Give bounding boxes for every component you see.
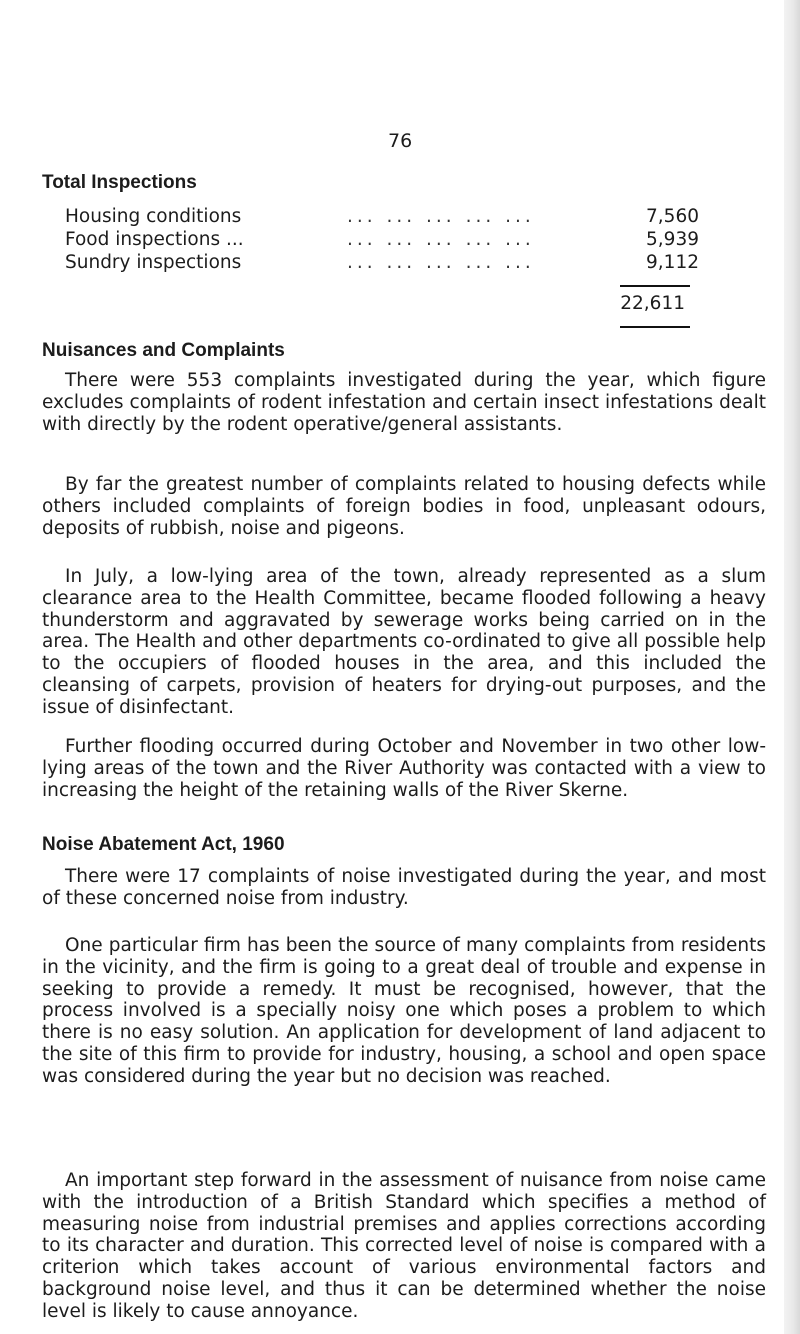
inspection-value: 9,112: [646, 252, 699, 273]
nuisances-paragraph-3: In July, a low-lying area of the town, already represented as a slum clearance area to the Health Committee, became flooded following a heavy thunderstorm and aggravated by sewerage works being carried on in the area. The Health and other departments co-ordinated to give all possible help to the occupiers of flooded houses in the area, and this included the cleansing of carpets, provision of heaters for drying-out purposes, and the issue of disinfectant.: [42, 566, 766, 718]
noise-act-heading: Noise Abatement Act, 1960: [42, 834, 285, 855]
leader-dots: ... ... ... ... ...: [347, 206, 535, 227]
inspection-value: 5,939: [646, 229, 699, 250]
noise-paragraph-1: There were 17 complaints of noise investigated during the year, and most of these concerned noise from industry.: [42, 866, 766, 909]
total-rule-top: [620, 285, 690, 287]
inspection-label: Food inspections ...: [65, 229, 244, 250]
nuisances-paragraph-2: By far the greatest number of complaints related to housing defects while others included complaints of foreign bodies in food, unpleasant odours, deposits of rubbish, noise and pigeons.: [42, 474, 766, 539]
inspection-value: 7,560: [646, 206, 699, 227]
nuisances-paragraph-4: Further flooding occurred during October and November in two other low-lying areas of the town and the River Authority was contacted with a view to increasing the height of the retaining walls of the River Skerne.: [42, 736, 766, 801]
inspections-table: [65, 206, 705, 275]
page-number: 76: [388, 130, 413, 152]
leader-dots: ... ... ... ... ...: [347, 229, 535, 250]
inspection-label: Housing conditions: [65, 206, 242, 227]
inspection-row-housing: [65, 206, 705, 229]
inspection-row-food: [65, 229, 705, 252]
inspection-row-sundry: [65, 252, 705, 275]
total-rule-bottom: [620, 326, 690, 328]
total-inspections-heading: Total Inspections: [42, 172, 197, 193]
leader-dots: ... ... ... ... ...: [347, 252, 535, 273]
nuisances-heading: Nuisances and Complaints: [42, 340, 285, 361]
inspection-label: Sundry inspections: [65, 252, 242, 273]
inspections-total: 22,611: [620, 293, 685, 314]
noise-paragraph-3: An important step forward in the assessment of nuisance from noise came with the introduction of a British Standard which specifies a method of measuring noise from industrial premises and applies corrections according to its character and duration. This corrected level of noise is compared with a criterion which takes account of various environmental factors and background noise level, and thus it can be determined whether the noise level is likely to cause annoyance.: [42, 1170, 766, 1322]
noise-paragraph-2: One particular firm has been the source of many complaints from residents in the vicinity, and the firm is going to a great deal of trouble and expense in seeking to provide a remedy. It must be recognised, however, that the process involved is a specially noisy one which poses a problem to which there is no easy solution. An application for development of land adjacent to the site of this firm to provide for industry, housing, a school and open space was considered during the year but no decision was reached.: [42, 935, 766, 1087]
page-edge-shadow: [784, 0, 800, 1334]
nuisances-paragraph-1: There were 553 complaints investigated during the year, which figure excludes complaints of rodent infestation and certain insect infestations dealt with directly by the rodent operative/general assistants.: [42, 370, 766, 435]
